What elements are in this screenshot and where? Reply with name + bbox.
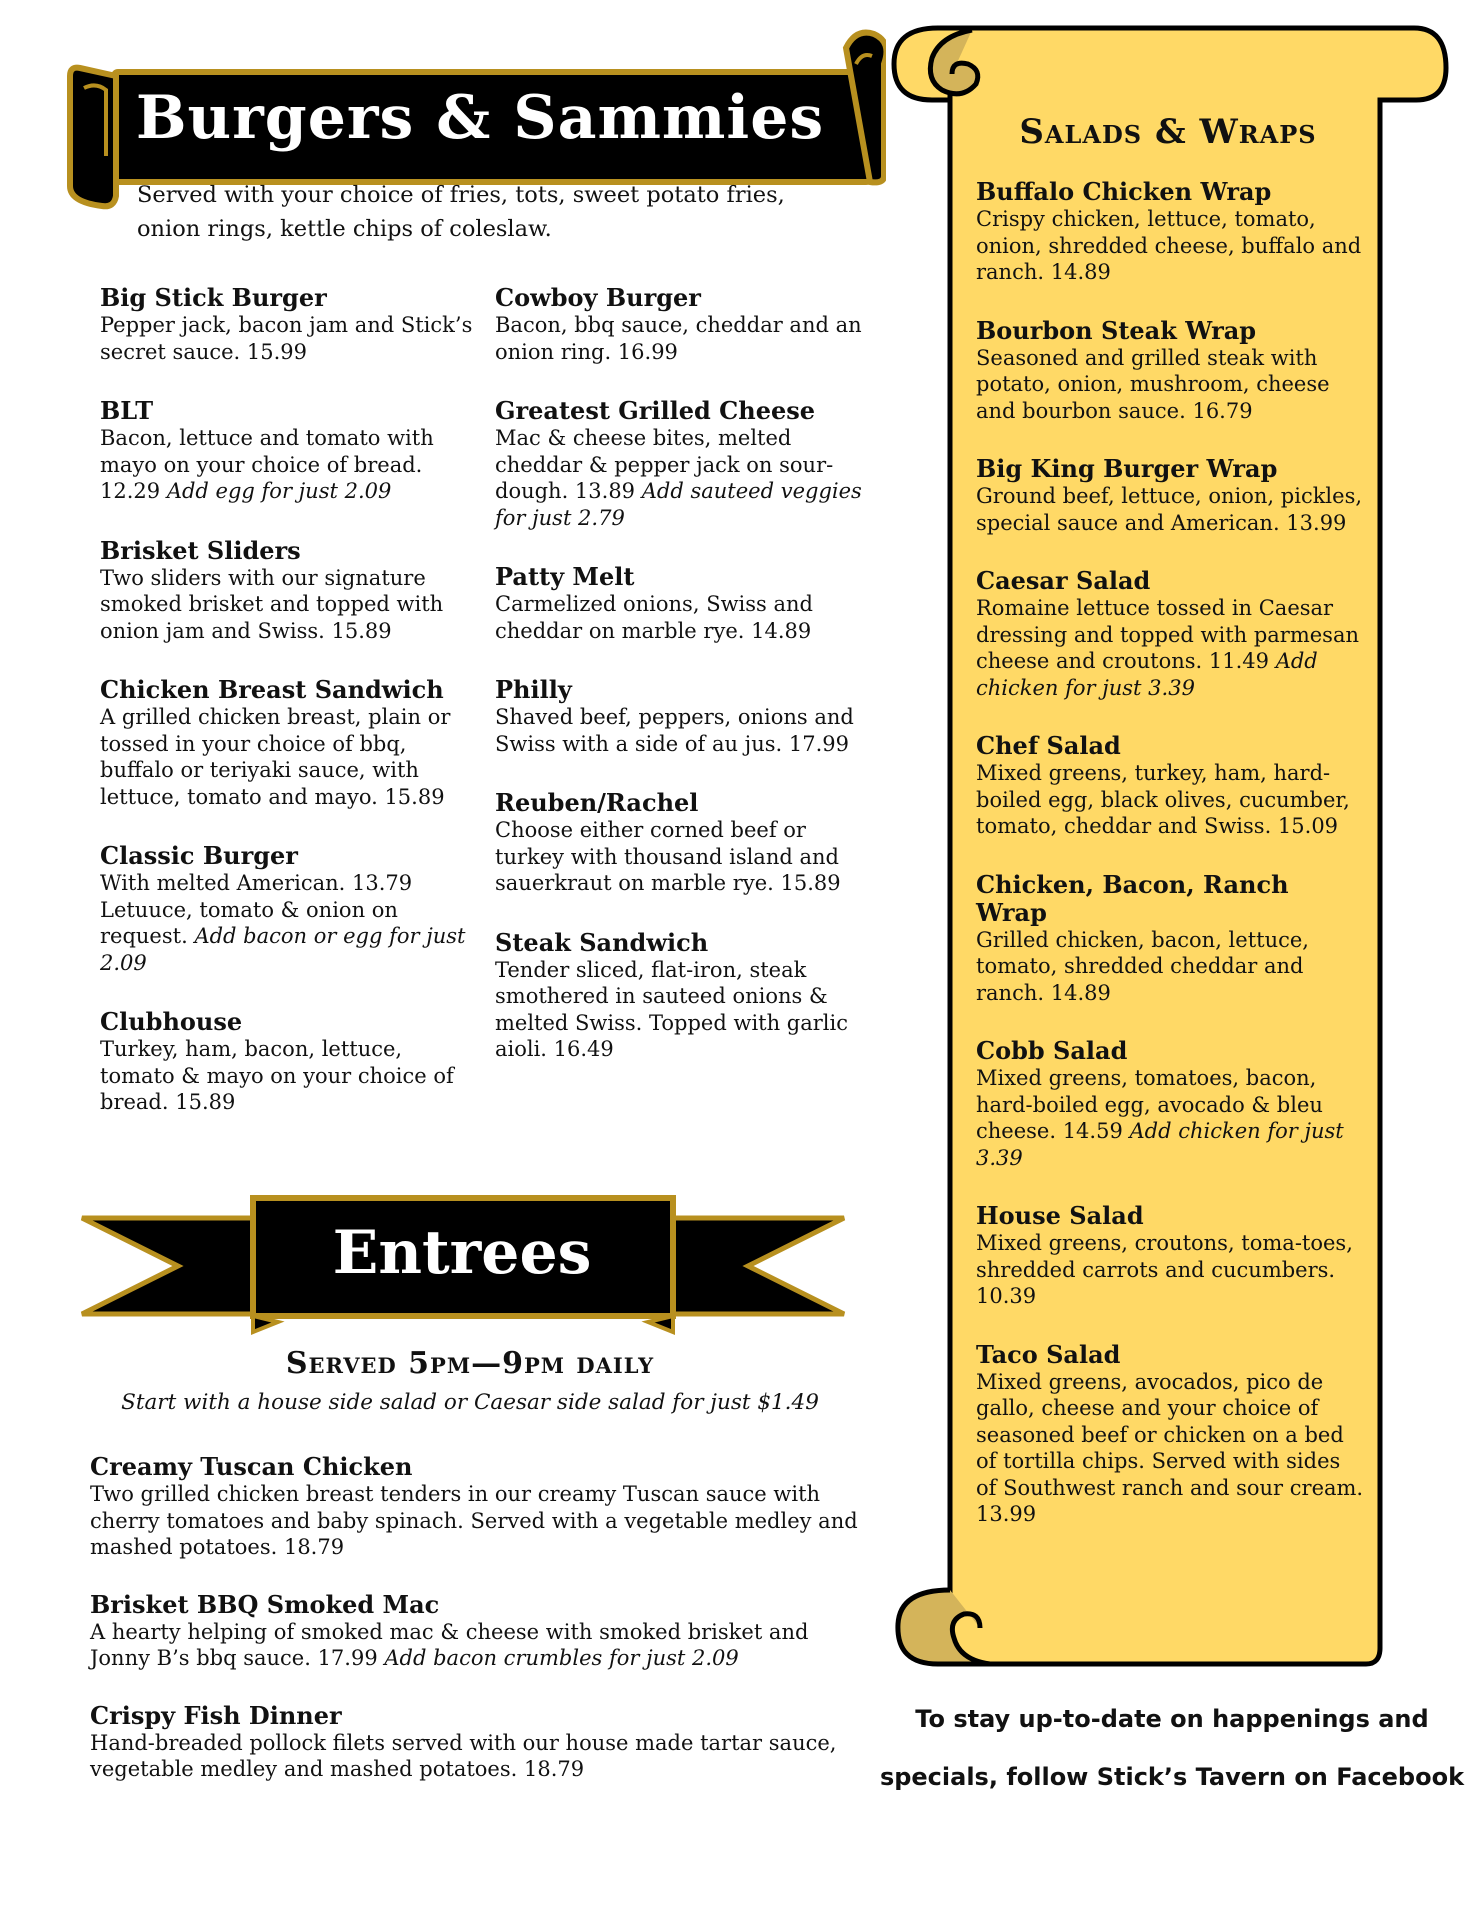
menu-item	[90, 1591, 870, 1672]
footer-line-2: specials, follow Stick’s Tavern on Facebook	[879, 1763, 1465, 1791]
menu-item	[976, 455, 1366, 536]
menu-item-text: Mac & cheese bites, melted cheddar & pepper jack on sour-dough. 13.89	[495, 426, 834, 503]
menu-item-text: Choose either corned beef or turkey with thousand island and sauerkraut on marble rye. 15.89	[495, 818, 841, 895]
menu-item	[976, 1037, 1366, 1171]
menu-item-description	[976, 1230, 1366, 1310]
menu-item-name: Chicken, Bacon, Ranch Wrap	[976, 869, 1289, 927]
menu-item	[100, 537, 480, 645]
menu-item-text: Mixed greens, croutons, toma-toes, shredded carrots and cucumbers. 10.39	[976, 1231, 1353, 1308]
menu-item-text: Hand-breaded pollock filets served with our house made tartar sauce, vegetable medley and mashed potatoes. 18.79	[90, 1730, 837, 1781]
menu-item-text: Tender sliced, flat-iron, steak smothered in sauteed onions & melted Swiss. Topped with garlic aioli. 16.49	[495, 957, 849, 1061]
menu-item-text: Mixed greens, tomatoes, bacon, hard-boiled egg, avocado & bleu cheese. 14.59	[976, 1066, 1323, 1143]
burgers-left-column	[100, 284, 480, 1148]
facebook-follow-note	[872, 1690, 1472, 1806]
menu-item	[976, 871, 1366, 1007]
menu-item-description	[976, 595, 1366, 701]
menu-item	[100, 284, 480, 365]
menu-item	[495, 789, 880, 897]
menu-item-description	[976, 1065, 1366, 1171]
menu-item	[90, 1702, 870, 1783]
menu-item-text: Shaved beef, peppers, onions and Swiss with a side of au jus. 17.99	[495, 705, 854, 756]
menu-item-description	[976, 927, 1366, 1007]
menu-item-description	[100, 312, 480, 365]
menu-item	[100, 397, 480, 505]
menu-item-text: Grilled chicken, bacon, lettuce, tomato, shredded cheddar and ranch. 14.89	[976, 927, 1309, 1005]
menu-item-name: Caesar Salad	[976, 566, 1151, 595]
menu-item-name: Big Stick Burger	[100, 283, 327, 312]
menu-item-description	[495, 312, 880, 365]
menu-item-addon-note: Add egg for just 2.09	[166, 479, 392, 503]
menu-item-text: Crispy chicken, lettuce, tomato, onion, shredded cheese, buffalo and ranch. 14.89	[976, 207, 1362, 284]
menu-item	[90, 1453, 870, 1561]
menu-item-text: A hearty helping of smoked mac & cheese with smoked brisket and Jonny B’s bbq sauce. 17.99	[90, 1619, 809, 1670]
menu-item-name: BLT	[100, 396, 154, 425]
menu-item-addon-note: Add chicken for just 3.39	[976, 1119, 1344, 1170]
menu-item	[100, 842, 480, 976]
menu-item-text: Mixed greens, avocados, pico de gallo, cheese and your choice of seasoned beef or chicken on a bed of tortilla chips. Served with sides of Southwest ranch and sour cream. 13.99	[976, 1369, 1364, 1526]
menu-item-text: A grilled chicken breast, plain or tossed in your choice of bbq, buffalo or teriyaki sauce, with lettuce, tomato and mayo. 15.89	[100, 705, 451, 809]
menu-item-description	[976, 206, 1366, 286]
menu-item-description	[90, 1619, 870, 1672]
entrees-list	[90, 1453, 870, 1813]
menu-item	[976, 1202, 1366, 1310]
menu-item-name: Steak Sandwich	[495, 927, 709, 957]
menu-item	[976, 732, 1366, 840]
menu-item-name: Reuben/Rachel	[495, 788, 699, 817]
menu-item-description	[976, 1369, 1366, 1528]
menu-item-name: House Salad	[976, 1201, 1144, 1230]
menu-item-description	[90, 1730, 870, 1783]
menu-item	[495, 676, 880, 757]
menu-item-text: Two sliders with our signature smoked brisket and topped with onion jam and Swiss. 15.89	[100, 565, 444, 643]
menu-item-text: Carmelized onions, Swiss and cheddar on marble rye. 14.89	[495, 592, 813, 643]
menu-item-name: Bourbon Steak Wrap	[976, 315, 1257, 345]
menu-item-name: Greatest Grilled Cheese	[495, 396, 816, 425]
menu-item-description	[976, 483, 1366, 536]
menu-item-name: Crispy Fish Dinner	[90, 1700, 342, 1730]
menu-item	[976, 567, 1366, 701]
menu-item-description	[100, 565, 480, 645]
entrees-side-salad-note: Start with a house side salad or Caesar side salad for just $1.49	[121, 1390, 819, 1415]
entrees-section-title: Entrees	[332, 1218, 592, 1288]
menu-item-description	[495, 704, 880, 757]
menu-item-addon-note: Add sauteed veggies for just 2.79	[495, 479, 862, 530]
menu-item	[495, 563, 880, 644]
menu-item-description	[495, 425, 880, 531]
menu-item-name: Classic Burger	[100, 841, 298, 870]
menu-item-name: Creamy Tuscan Chicken	[90, 1452, 413, 1481]
menu-item-addon-note: Add bacon or egg for just 2.09	[100, 924, 466, 975]
menu-item-text: With melted American. 13.79 Letuuce, tomato & onion on request.	[100, 871, 413, 948]
menu-item	[976, 178, 1366, 286]
menu-item	[495, 397, 880, 531]
menu-item-text: Two grilled chicken breast tenders in our creamy Tuscan sauce with cherry tomatoes and baby spinach. Served with a vegetable medley and mashed potatoes. 18.79	[90, 1482, 858, 1559]
menu-item-name: Cobb Salad	[976, 1036, 1128, 1065]
menu-item-text: Ground beef, lettuce, onion, pickles, special sauce and American. 13.99	[976, 484, 1363, 535]
burgers-intro-text: Served with your choice of fries, tots, sweet potato fries, onion rings, kettle chips of coleslaw.	[137, 182, 785, 242]
menu-item-addon-note: Add chicken for just 3.39	[976, 649, 1318, 700]
burgers-section-title: Burgers & Sammies	[135, 83, 825, 153]
menu-item	[100, 1008, 480, 1116]
menu-item	[495, 929, 880, 1063]
menu-item-name: Chicken Breast Sandwich	[100, 675, 444, 704]
menu-item-description	[90, 1481, 870, 1561]
menu-item-text: Pepper jack, bacon jam and Stick’s secret sauce. 15.99	[100, 313, 473, 364]
menu-item-name: Clubhouse	[100, 1007, 243, 1036]
menu-item-addon-note: Add bacon crumbles for just 2.09	[384, 1646, 739, 1670]
menu-item-name: Cowboy Burger	[495, 283, 701, 312]
salads-section-title: Salads & Wraps	[1019, 112, 1317, 152]
burgers-right-column	[495, 284, 880, 1095]
menu-item	[976, 1341, 1366, 1528]
menu-item-text: Bacon, bbq sauce, cheddar and an onion ring. 16.99	[495, 313, 862, 364]
menu-item	[976, 317, 1366, 425]
menu-item-name: Philly	[495, 675, 572, 704]
menu-item-description	[100, 1036, 480, 1116]
menu-item-name: Taco Salad	[976, 1339, 1121, 1369]
entrees-serving-hours: Served 5pm—9pm daily	[285, 1346, 655, 1381]
menu-item-description	[100, 425, 480, 505]
menu-item-text: Seasoned and grilled steak with potato, onion, mushroom, cheese and bourbon sauce. 16.79	[976, 345, 1330, 423]
menu-item-description	[495, 591, 880, 644]
menu-item-description	[100, 704, 480, 810]
menu-item-name: Brisket BBQ Smoked Mac	[90, 1589, 440, 1619]
menu-item-name: Big King Burger Wrap	[976, 454, 1278, 483]
menu-item-name: Buffalo Chicken Wrap	[976, 177, 1272, 206]
menu-item	[495, 284, 880, 365]
menu-item-text: Mixed greens, turkey, ham, hard-boiled egg, black olives, cucumber, tomato, cheddar and Swiss. 15.09	[976, 761, 1350, 838]
menu-item-description	[100, 870, 480, 976]
menu-item-text: Bacon, lettuce and tomato with mayo on your choice of bread. 12.29	[100, 426, 434, 503]
salads-list	[976, 178, 1366, 1559]
menu-item-description	[976, 760, 1366, 840]
menu-item-name: Patty Melt	[495, 562, 635, 591]
menu-item-description	[976, 345, 1366, 425]
menu-item-text: Romaine lettuce tossed in Caesar dressing and topped with parmesan cheese and croutons. 11.49	[976, 596, 1359, 673]
menu-item-name: Brisket Sliders	[100, 535, 301, 565]
menu-item-description	[495, 957, 880, 1063]
menu-item-text: Turkey, ham, bacon, lettuce, tomato & mayo on your choice of bread. 15.89	[100, 1037, 454, 1114]
footer-line-1: To stay up-to-date on happenings and	[915, 1705, 1429, 1733]
menu-item-description	[495, 817, 880, 897]
menu-item-name: Chef Salad	[976, 731, 1121, 760]
menu-item	[100, 676, 480, 810]
